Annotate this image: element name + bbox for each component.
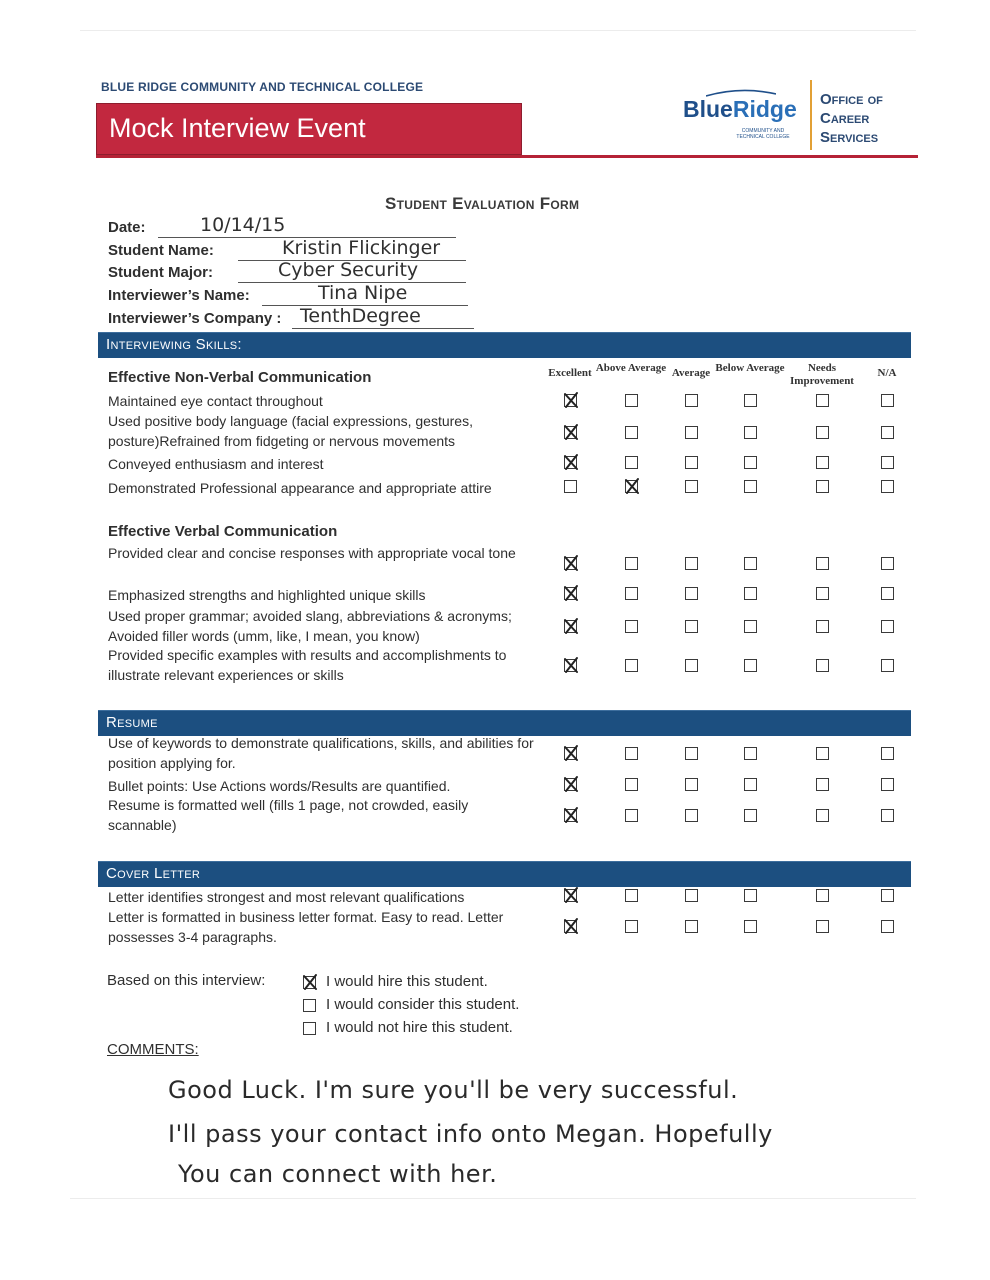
rating-checkbox[interactable] [816,557,829,570]
rating-checkbox[interactable] [685,889,698,902]
rating-checkbox[interactable] [564,426,577,439]
hire-option-checkbox[interactable] [303,999,316,1012]
x-mark-icon [301,973,319,991]
event-banner [96,103,522,155]
hire-option-checkbox[interactable] [303,1022,316,1035]
x-mark-icon [562,744,580,762]
comments-label: COMMENTS: [107,1041,199,1058]
rating-checkbox[interactable] [685,587,698,600]
rating-checkbox[interactable] [685,920,698,933]
rating-checkbox[interactable] [881,620,894,633]
rating-checkbox[interactable] [685,480,698,493]
field-label: Student Major: [108,264,213,281]
rating-checkbox[interactable] [685,620,698,633]
office-line-2: Career [820,110,870,127]
rating-checkbox[interactable] [744,889,757,902]
criterion-text: Resume is formatted well (fills 1 page, not crowded, easily scannable) [108,797,469,833]
rating-checkbox[interactable] [816,659,829,672]
rating-checkbox[interactable] [744,920,757,933]
rating-column-header: Needs Improvement [790,362,854,387]
criterion-text: Provided clear and concise responses with appropriate vocal tone [108,545,516,561]
x-mark-icon [562,617,580,635]
rating-checkbox[interactable] [625,394,638,407]
rating-checkbox[interactable] [816,920,829,933]
header-rule [96,155,918,158]
group-heading: Effective Verbal Communication [108,523,338,540]
rating-checkbox[interactable] [625,557,638,570]
rating-checkbox[interactable] [744,659,757,672]
rating-checkbox[interactable] [685,557,698,570]
criterion-text: Provided specific examples with results and accomplishments to illustrate relevant experiences or skills [108,647,507,683]
rating-checkbox[interactable] [625,456,638,469]
blue-ridge-logo [683,96,797,123]
rating-checkbox[interactable] [816,889,829,902]
x-mark-icon [623,477,641,495]
rating-checkbox[interactable] [564,778,577,791]
rating-checkbox[interactable] [881,394,894,407]
rating-checkbox[interactable] [564,920,577,933]
field-underline [292,328,474,329]
rating-checkbox[interactable] [744,426,757,439]
hire-option-label: I would hire this student. [326,973,488,990]
rating-checkbox[interactable] [816,456,829,469]
rating-checkbox[interactable] [564,480,577,493]
section-header [98,710,911,736]
criterion-text: Bullet points: Use Actions words/Results are quantified. [108,778,451,794]
rating-checkbox[interactable] [881,557,894,570]
field-value[interactable]: 10/14/15 [200,214,286,236]
rating-checkbox[interactable] [685,778,698,791]
x-mark-icon [562,806,580,824]
field-value[interactable]: Kristin Flickinger [282,237,441,259]
logo-sub-line-2: TECHNICAL COLLEGE [736,134,790,140]
rating-column-header: Average [671,367,711,379]
section-title: Resume [106,714,158,731]
hire-decision-label: Based on this interview: [107,972,266,989]
rating-column-header: Above Average [595,362,667,374]
rating-checkbox[interactable] [625,889,638,902]
criterion-text: Use of keywords to demonstrate qualifications, skills, and abilities for position applying for. [108,735,534,771]
hire-option-label: I would consider this student. [326,996,520,1013]
rating-checkbox[interactable] [881,889,894,902]
rating-checkbox[interactable] [881,778,894,791]
rating-checkbox[interactable] [685,747,698,760]
rating-checkbox[interactable] [564,620,577,633]
rating-checkbox[interactable] [625,620,638,633]
rating-checkbox[interactable] [816,747,829,760]
rating-checkbox[interactable] [744,394,757,407]
rating-checkbox[interactable] [625,659,638,672]
rating-checkbox[interactable] [744,809,757,822]
x-mark-icon [562,917,580,935]
field-label: Student Name: [108,242,214,259]
rating-checkbox[interactable] [816,778,829,791]
criterion-text: Used positive body language (facial expressions, gestures, posture)Refrained from fidgeting or nervous movements [108,413,473,449]
rating-checkbox[interactable] [564,587,577,600]
rating-checkbox[interactable] [744,620,757,633]
rating-checkbox[interactable] [881,456,894,469]
rating-checkbox[interactable] [625,480,638,493]
rating-column-header: Excellent [548,367,592,379]
rating-checkbox[interactable] [881,809,894,822]
form-title: Student Evaluation Form [385,194,580,213]
x-mark-icon [562,453,580,471]
hire-option-label: I would not hire this student. [326,1019,513,1036]
rating-checkbox[interactable] [564,456,577,469]
criterion-text: Conveyed enthusiasm and interest [108,456,324,472]
x-mark-icon [562,423,580,441]
office-title [820,90,883,147]
field-label: Interviewer’s Name: [108,287,250,304]
rating-checkbox[interactable] [881,426,894,439]
logo-word-ridge: Ridge [732,96,797,122]
office-line-1: Office of [820,91,883,108]
rating-checkbox[interactable] [625,426,638,439]
rating-checkbox[interactable] [625,920,638,933]
scan-rule-bottom [70,1198,916,1199]
rating-checkbox[interactable] [564,747,577,760]
x-mark-icon [562,584,580,602]
rating-checkbox[interactable] [744,480,757,493]
scan-rule-top [80,30,916,31]
criterion-text: Emphasized strengths and highlighted unique skills [108,587,426,603]
section-title: Interviewing Skills: [106,336,242,353]
rating-checkbox[interactable] [564,394,577,407]
field-value[interactable]: Tina Nipe [318,282,408,304]
rating-checkbox[interactable] [685,659,698,672]
x-mark-icon [562,391,580,409]
rating-checkbox[interactable] [564,557,577,570]
rating-checkbox[interactable] [744,747,757,760]
field-value[interactable]: Cyber Security [278,259,419,281]
hire-option-checkbox[interactable] [303,976,316,989]
rating-checkbox[interactable] [744,587,757,600]
logo-subtitle [733,128,793,140]
comment-line-3: You can connect with her. [178,1160,498,1188]
college-name: BLUE RIDGE COMMUNITY AND TECHNICAL COLLEGE [101,80,424,94]
section-title: Cover Letter [106,865,201,882]
event-title: Mock Interview Event [109,113,366,143]
field-value[interactable]: TenthDegree [300,305,421,327]
group-heading: Effective Non-Verbal Communication [108,369,372,386]
rating-checkbox[interactable] [564,659,577,672]
x-mark-icon [562,554,580,572]
rating-checkbox[interactable] [685,394,698,407]
rating-checkbox[interactable] [625,809,638,822]
logo-word-blue: Blue [683,96,733,122]
rating-column-header: N/A [877,367,897,379]
rating-checkbox[interactable] [625,587,638,600]
criterion-text: Demonstrated Professional appearance and appropriate attire [108,480,492,496]
rating-checkbox[interactable] [564,809,577,822]
criterion-text: Used proper grammar; avoided slang, abbreviations & acronyms; Avoided filler words (umm, like, I mean, you know) [108,608,512,644]
rating-checkbox[interactable] [744,456,757,469]
rating-checkbox[interactable] [816,620,829,633]
x-mark-icon [562,656,580,674]
x-mark-icon [562,775,580,793]
rating-checkbox[interactable] [881,747,894,760]
rating-checkbox[interactable] [744,778,757,791]
rating-checkbox[interactable] [881,480,894,493]
rating-checkbox[interactable] [816,587,829,600]
rating-checkbox[interactable] [816,394,829,407]
field-label: Interviewer’s Company : [108,310,282,327]
office-line-3: Services [820,129,879,146]
rating-checkbox[interactable] [685,456,698,469]
field-label: Date: [108,219,146,236]
comment-line-1: Good Luck. I'm sure you'll be very successful. [168,1076,739,1104]
section-header [98,332,911,358]
rating-checkbox[interactable] [744,557,757,570]
comment-line-2: I'll pass your contact info onto Megan. Hopefully [168,1120,773,1148]
rating-checkbox[interactable] [625,778,638,791]
rating-checkbox[interactable] [816,809,829,822]
section-header [98,861,911,887]
rating-checkbox[interactable] [816,426,829,439]
rating-checkbox[interactable] [685,809,698,822]
rating-column-header: Below Average [715,362,785,374]
rating-checkbox[interactable] [564,889,577,902]
rating-checkbox[interactable] [881,659,894,672]
logo-sub-line-1: COMMUNITY AND [741,128,785,134]
rating-checkbox[interactable] [625,747,638,760]
rating-checkbox[interactable] [816,480,829,493]
rating-checkbox[interactable] [881,920,894,933]
rating-checkbox[interactable] [881,587,894,600]
criterion-text: Letter identifies strongest and most relevant qualifications [108,889,465,905]
criterion-text: Maintained eye contact throughout [108,393,323,409]
rating-checkbox[interactable] [685,426,698,439]
logo-divider [810,80,812,150]
x-mark-icon [562,886,580,904]
criterion-text: Letter is formatted in business letter format. Easy to read. Letter possesses 3-4 paragraphs. [108,909,504,945]
